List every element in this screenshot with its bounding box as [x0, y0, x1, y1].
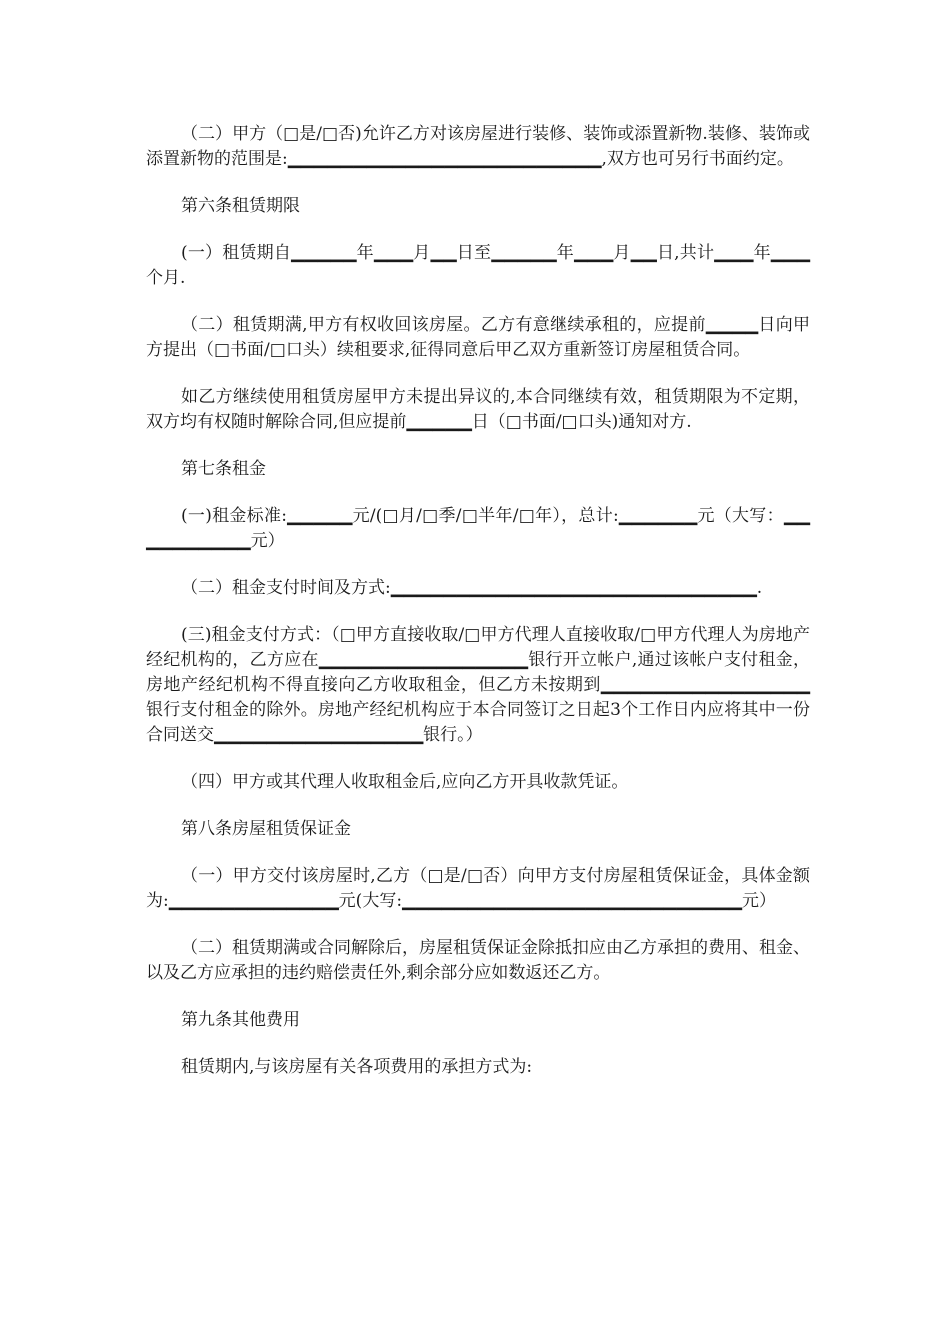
clause-7-item-2-paragraph: （二）租金支付时间及方式:▁▁▁▁▁▁▁▁▁▁▁▁▁▁▁▁▁▁▁▁▁▁▁▁▁▁▁▁. [181, 578, 763, 598]
document-page [146, 122, 810, 1102]
article-9-heading: 第九条其他费用 [181, 1010, 300, 1030]
clause-8-item-1-paragraph: （一）甲方交付该房屋时,乙方（□是/□否）向甲方支付房屋租赁保证金，具体金额为:▁▁▁▁▁▁▁▁▁▁▁▁▁元(大写:▁▁▁▁▁▁▁▁▁▁▁▁▁▁▁▁▁▁▁▁▁▁▁▁▁▁元） [146, 866, 810, 911]
clause-6-item-1-paragraph: (一）租赁期自▁▁▁▁▁年▁▁▁月▁▁日至▁▁▁▁▁年▁▁▁月▁▁日,共计▁▁▁年▁▁▁个月. [146, 243, 810, 288]
clause-8-item-2-paragraph: （二）租赁期满或合同解除后，房屋租赁保证金除抵扣应由乙方承担的费用、租金、以及乙方应承担的违约赔偿责任外,剩余部分应如数返还乙方。 [146, 938, 810, 983]
article-8-heading: 第八条房屋租赁保证金 [181, 819, 351, 839]
clause-6-item-2-paragraph: （二）租赁期满,甲方有权收回该房屋。乙方有意继续承租的，应提前▁▁▁▁日向甲方提出（□书面/□口头）续租要求,征得同意后甲乙双方重新签订房屋租赁合同。 [146, 315, 810, 360]
clause-9-paragraph: 租赁期内,与该房屋有关各项费用的承担方式为: [181, 1057, 533, 1077]
clause-5-item-2-paragraph: （二）甲方（□是/□否)允许乙方对该房屋进行装修、装饰或添置新物.装修、装饰或添置新物的范围是:▁▁▁▁▁▁▁▁▁▁▁▁▁▁▁▁▁▁▁▁▁▁▁▁,双方也可另行书面约定。 [146, 124, 810, 169]
clause-7-item-4-paragraph: （四）甲方或其代理人收取租金后,应向乙方开具收款凭证。 [181, 772, 629, 792]
clause-7-item-3-paragraph: (三)租金支付方式：（□甲方直接收取/□甲方代理人直接收取/□甲方代理人为房地产经纪机构的，乙方应在▁▁▁▁▁▁▁▁▁▁▁▁▁▁▁▁银行开立帐户,通过该帐户支付租金，房地产经纪机构不得直接向乙方收取租金，但乙方未按期到▁▁▁▁▁▁▁▁▁▁▁▁▁▁▁▁银行支付租金的除外。房地产经纪机构应于本合同签订之日起3个工作日内应将其中一份合同送交▁▁▁▁▁▁▁▁▁▁▁▁▁▁▁▁银行。） [146, 625, 810, 745]
clause-6-continuation-paragraph: 如乙方继续使用租赁房屋甲方未提出异议的,本合同继续有效，租赁期限为不定期，双方均有权随时解除合同,但应提前▁▁▁▁▁日（□书面/□口头)通知对方. [146, 387, 810, 432]
clause-7-item-1-paragraph: (一)租金标准:▁▁▁▁▁元/(□月/□季/□半年/□年），总计:▁▁▁▁▁▁元（大写：▁▁▁▁▁▁▁▁▁▁元） [146, 506, 810, 551]
article-7-heading: 第七条租金 [181, 459, 266, 479]
article-6-heading: 第六条租赁期限 [181, 196, 300, 216]
